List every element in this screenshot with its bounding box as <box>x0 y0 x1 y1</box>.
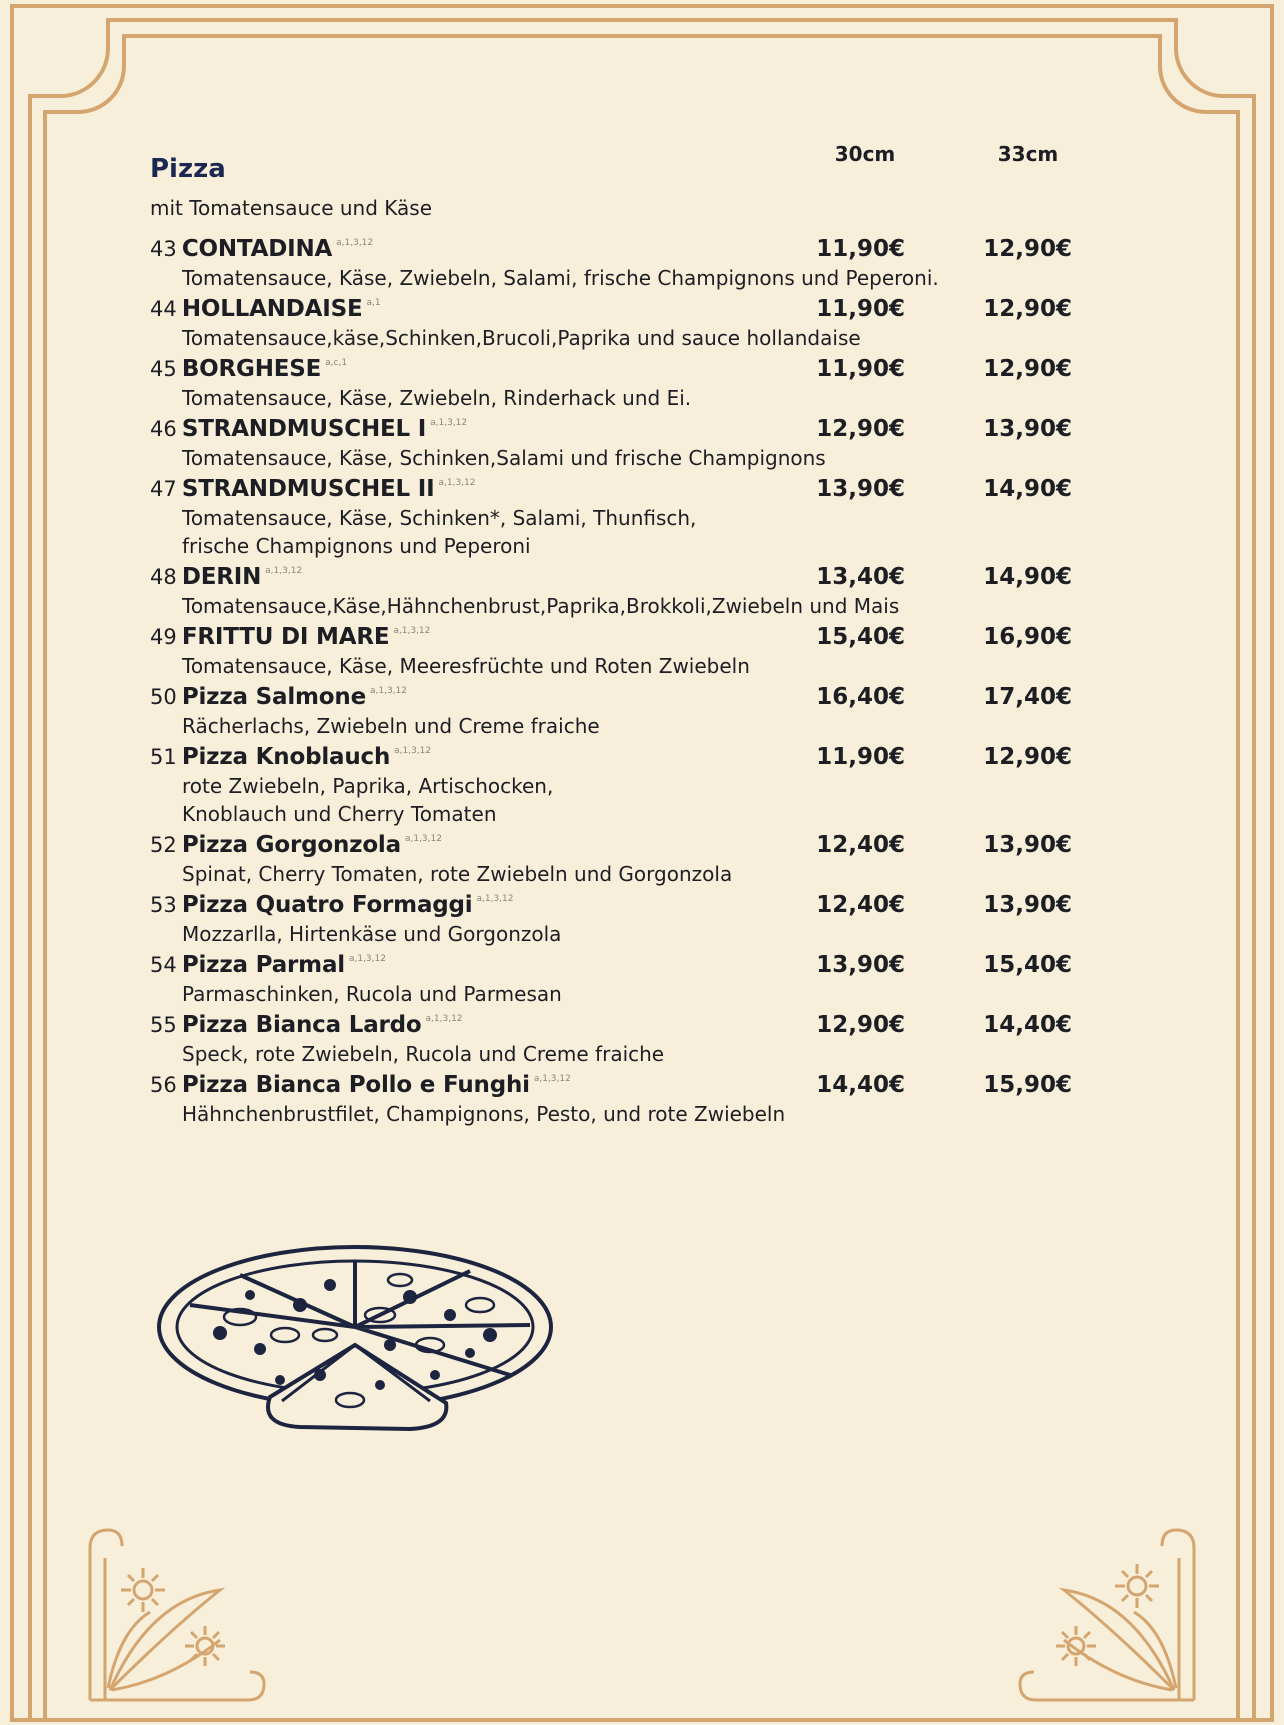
menu-item <box>150 890 1080 948</box>
menu-item-header <box>150 294 1080 324</box>
menu-title: Pizza <box>150 154 226 184</box>
item-description: Parmaschinken, Rucola und Parmesan <box>182 982 562 1006</box>
item-allergens: a,c,1 <box>325 358 348 368</box>
menu-item-header <box>150 742 1080 772</box>
menu-item <box>150 742 1080 828</box>
item-number: 53 <box>150 893 177 917</box>
item-name: DERIN <box>181 564 262 590</box>
item-allergens: a,1,3,12 <box>265 566 303 576</box>
item-number: 44 <box>150 297 177 321</box>
price-33cm: 16,90€ <box>983 624 1072 650</box>
item-number: 45 <box>150 357 177 381</box>
item-name: STRANDMUSCHEL II <box>181 476 435 502</box>
price-33cm: 17,40€ <box>983 684 1072 710</box>
price-30cm: 13,40€ <box>816 564 905 590</box>
menu-item <box>150 950 1080 1008</box>
price-33cm: 13,90€ <box>983 892 1072 918</box>
item-description: Tomatensauce, Käse, Schinken,Salami und frische Champignons <box>182 446 826 470</box>
item-description: Mozzarlla, Hirtenkäse und Gorgonzola <box>182 922 562 946</box>
item-description: Speck, rote Zwiebeln, Rucola und Creme fraiche <box>182 1042 665 1066</box>
menu-item-header <box>150 474 1080 504</box>
item-number: 49 <box>150 625 177 649</box>
menu-item <box>150 354 1080 412</box>
item-allergens: a,1,3,12 <box>348 954 386 964</box>
price-33cm: 12,90€ <box>983 236 1072 262</box>
price-33cm: 12,90€ <box>983 744 1072 770</box>
menu-item <box>150 622 1080 680</box>
item-description: Tomatensauce,käse,Schinken,Brucoli,Paprika und sauce hollandaise <box>182 326 861 350</box>
item-name: Pizza Bianca Lardo <box>181 1012 422 1038</box>
item-number: 51 <box>150 745 177 769</box>
item-description: Tomatensauce, Käse, Zwiebeln, Rinderhack und Ei. <box>182 386 692 410</box>
menu-item <box>150 234 1080 292</box>
item-allergens: a,1 <box>366 298 381 308</box>
menu-item-header <box>150 830 1080 860</box>
price-30cm: 11,90€ <box>816 236 905 262</box>
item-description: Tomatensauce, Käse, Zwiebeln, Salami, frische Champignons und Peperoni. <box>182 266 939 290</box>
menu-item <box>150 414 1080 472</box>
size-30-label: 30cm <box>834 142 896 166</box>
item-number: 50 <box>150 685 177 709</box>
price-30cm: 15,40€ <box>816 624 905 650</box>
item-number: 52 <box>150 833 177 857</box>
item-allergens: a,1,3,12 <box>369 686 407 696</box>
item-description: Tomatensauce, Käse, Meeresfrüchte und Roten Zwiebeln <box>182 654 750 678</box>
menu-item-header <box>150 414 1080 444</box>
menu-item-header <box>150 890 1080 920</box>
item-name: CONTADINA <box>181 236 333 262</box>
price-30cm: 16,40€ <box>816 684 905 710</box>
item-description: rote Zwiebeln, Paprika, Artischocken, Knoblauch und Cherry Tomaten <box>182 774 554 826</box>
item-number: 43 <box>150 237 177 261</box>
price-30cm: 12,90€ <box>816 416 905 442</box>
pizza-illustration <box>150 1235 560 1435</box>
menu-item-header <box>150 622 1080 652</box>
price-30cm: 11,90€ <box>816 356 905 382</box>
menu-item <box>150 1010 1080 1068</box>
item-name: STRANDMUSCHEL I <box>181 416 427 442</box>
menu-item-list <box>150 234 1080 1130</box>
menu-item-header <box>150 682 1080 712</box>
item-name: HOLLANDAISE <box>181 296 363 322</box>
price-30cm: 13,90€ <box>816 952 905 978</box>
menu-item <box>150 830 1080 888</box>
menu-item-header <box>150 950 1080 980</box>
price-33cm: 12,90€ <box>983 296 1072 322</box>
item-allergens: a,1,3,12 <box>336 238 374 248</box>
item-number: 55 <box>150 1013 177 1037</box>
item-name: Pizza Gorgonzola <box>181 832 401 858</box>
item-number: 54 <box>150 953 177 977</box>
price-33cm: 14,90€ <box>983 564 1072 590</box>
price-30cm: 12,90€ <box>816 1012 905 1038</box>
price-33cm: 13,90€ <box>983 832 1072 858</box>
floral-corner-icon <box>90 1530 264 1700</box>
price-33cm: 14,40€ <box>983 1012 1072 1038</box>
item-description: Tomatensauce, Käse, Schinken*, Salami, Thunfisch, frische Champignons und Peperoni <box>182 506 697 558</box>
price-30cm: 13,90€ <box>816 476 905 502</box>
item-number: 56 <box>150 1073 177 1097</box>
item-allergens: a,1,3,12 <box>393 626 431 636</box>
item-description: Hähnchenbrustfilet, Champignons, Pesto, und rote Zwiebeln <box>182 1102 786 1126</box>
menu-item-header <box>150 562 1080 592</box>
price-30cm: 12,40€ <box>816 892 905 918</box>
menu-subtitle: mit Tomatensauce und Käse <box>150 196 433 220</box>
menu-item <box>150 294 1080 352</box>
item-number: 46 <box>150 417 177 441</box>
item-allergens: a,1,3,12 <box>476 894 514 904</box>
item-name: Pizza Salmone <box>181 684 366 710</box>
menu-item <box>150 682 1080 740</box>
item-allergens: a,1,3,12 <box>533 1074 571 1084</box>
menu-item-header <box>150 354 1080 384</box>
floral-corner-icon <box>1020 1530 1194 1700</box>
menu-item <box>150 1070 1080 1128</box>
price-33cm: 15,40€ <box>983 952 1072 978</box>
menu-item-header <box>150 234 1080 264</box>
item-name: Pizza Parmal <box>181 952 345 978</box>
price-33cm: 15,90€ <box>983 1072 1072 1098</box>
size-33-label: 33cm <box>997 142 1059 166</box>
price-30cm: 14,40€ <box>816 1072 905 1098</box>
menu-item <box>150 562 1080 620</box>
price-30cm: 12,40€ <box>816 832 905 858</box>
menu-item <box>150 474 1080 560</box>
item-allergens: a,1,3,12 <box>404 834 442 844</box>
item-name: Pizza Knoblauch <box>181 744 391 770</box>
item-allergens: a,1,3,12 <box>438 478 476 488</box>
menu-item-header <box>150 1010 1080 1040</box>
item-description: Rächerlachs, Zwiebeln und Creme fraiche <box>182 714 600 738</box>
price-30cm: 11,90€ <box>816 296 905 322</box>
price-33cm: 12,90€ <box>983 356 1072 382</box>
item-allergens: a,1,3,12 <box>394 746 432 756</box>
price-33cm: 13,90€ <box>983 416 1072 442</box>
item-allergens: a,1,3,12 <box>430 418 468 428</box>
item-description: Tomatensauce,Käse,Hähnchenbrust,Paprika,Brokkoli,Zwiebeln und Mais <box>182 594 900 618</box>
item-name: Pizza Quatro Formaggi <box>181 892 473 918</box>
item-number: 47 <box>150 477 177 501</box>
item-name: Pizza Bianca Pollo e Funghi <box>181 1072 530 1098</box>
menu-item-header <box>150 1070 1080 1100</box>
item-allergens: a,1,3,12 <box>425 1014 463 1024</box>
item-description: Spinat, Cherry Tomaten, rote Zwiebeln und Gorgonzola <box>182 862 733 886</box>
item-name: BORGHESE <box>181 356 322 382</box>
price-33cm: 14,90€ <box>983 476 1072 502</box>
item-name: FRITTU DI MARE <box>181 624 390 650</box>
item-number: 48 <box>150 565 177 589</box>
price-30cm: 11,90€ <box>816 744 905 770</box>
